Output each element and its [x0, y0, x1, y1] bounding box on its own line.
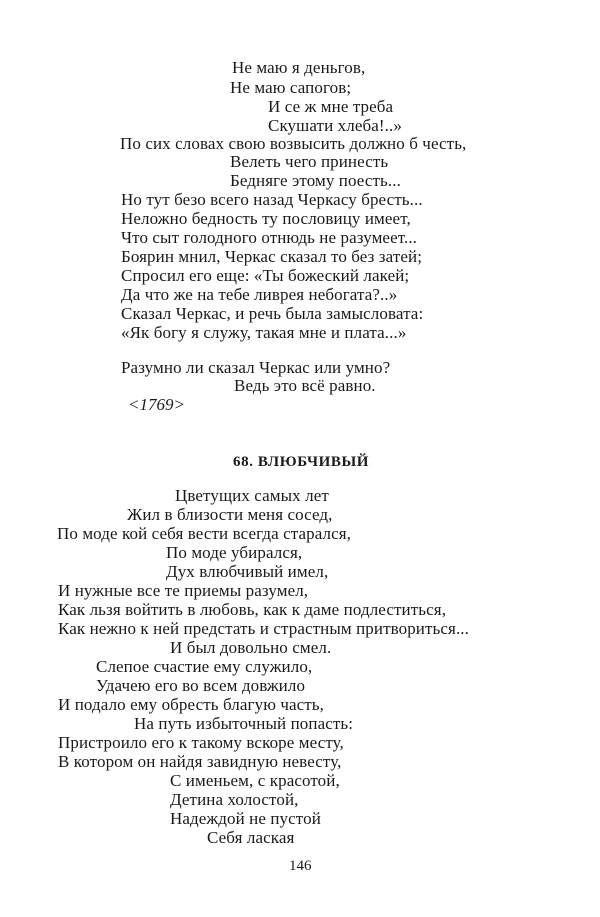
verse-line: Надеждой не пустой: [170, 809, 321, 828]
verse-line: И был довольно смел.: [170, 638, 332, 657]
poem-date: <1769>: [128, 395, 185, 414]
verse-line: Велеть чего принесть: [230, 152, 389, 171]
verse-line: Да что же на тебе ливрея небогата?..»: [121, 285, 398, 304]
verse-line: «Як богу я служу, такая мне и плата...»: [121, 323, 407, 342]
verse-line: И нужные все те приемы разумел,: [58, 581, 309, 600]
verse-line: Ведь это всё равно.: [234, 376, 376, 395]
verse-line: Дух влюбчивый имел,: [166, 562, 329, 581]
verse-line: Пристроило его к такому вскоре месту,: [58, 733, 344, 752]
verse-line: Скушати хлеба!..»: [268, 116, 402, 135]
verse-line: По моде убирался,: [166, 543, 303, 562]
verse-line: Как нежно к ней предстать и страстным притвориться...: [58, 619, 470, 638]
poem-title: 68. ВЛЮБЧИВЫЙ: [233, 454, 370, 470]
verse-line: Спросил его еще: «Ты божеский лакей;: [121, 266, 410, 285]
verse-line: Удачею его во всем довжило: [96, 676, 306, 695]
verse-line: Жил в близости меня сосед,: [127, 505, 333, 524]
verse-line: Неложно бедность ту пословицу имеет,: [121, 209, 411, 228]
verse-line: Не маю я деньгов,: [232, 58, 366, 77]
verse-line: Не маю сапогов;: [230, 78, 352, 97]
verse-line: Боярин мнил, Черкас сказал то без затей;: [121, 247, 423, 266]
verse-line: Как льзя войтить в любовь, как к даме подлеститься,: [58, 600, 447, 619]
verse-line: По моде кой себя вести всегда старался,: [57, 524, 352, 543]
verse-line: Бедняге этому поесть...: [230, 171, 401, 190]
verse-line: На путь избыточный попасть:: [134, 714, 354, 733]
verse-line: Цветущих самых лет: [175, 486, 329, 505]
verse-line: С именьем, с красотой,: [170, 771, 340, 790]
page-number: 146: [289, 858, 312, 874]
verse-line: Но тут безо всего назад Черкасу бресть...: [121, 190, 423, 209]
verse-line: Сказал Черкас, и речь была замысловата:: [121, 304, 424, 323]
verse-line: Слепое счастие ему служило,: [96, 657, 313, 676]
verse-line: И подало ему обресть благую часть,: [58, 695, 325, 714]
verse-line: В котором он найдя завидную невесту,: [58, 752, 342, 771]
verse-line: По сих словах свою возвысить должно б честь,: [120, 134, 467, 153]
verse-line: И се ж мне треба: [268, 97, 394, 116]
verse-line: Что сыт голодного отнюдь не разумеет...: [121, 228, 418, 247]
verse-line: Разумно ли сказал Черкас или умно?: [121, 358, 391, 377]
verse-line: Себя лаская: [207, 828, 295, 847]
verse-line: Детина холостой,: [170, 790, 299, 809]
